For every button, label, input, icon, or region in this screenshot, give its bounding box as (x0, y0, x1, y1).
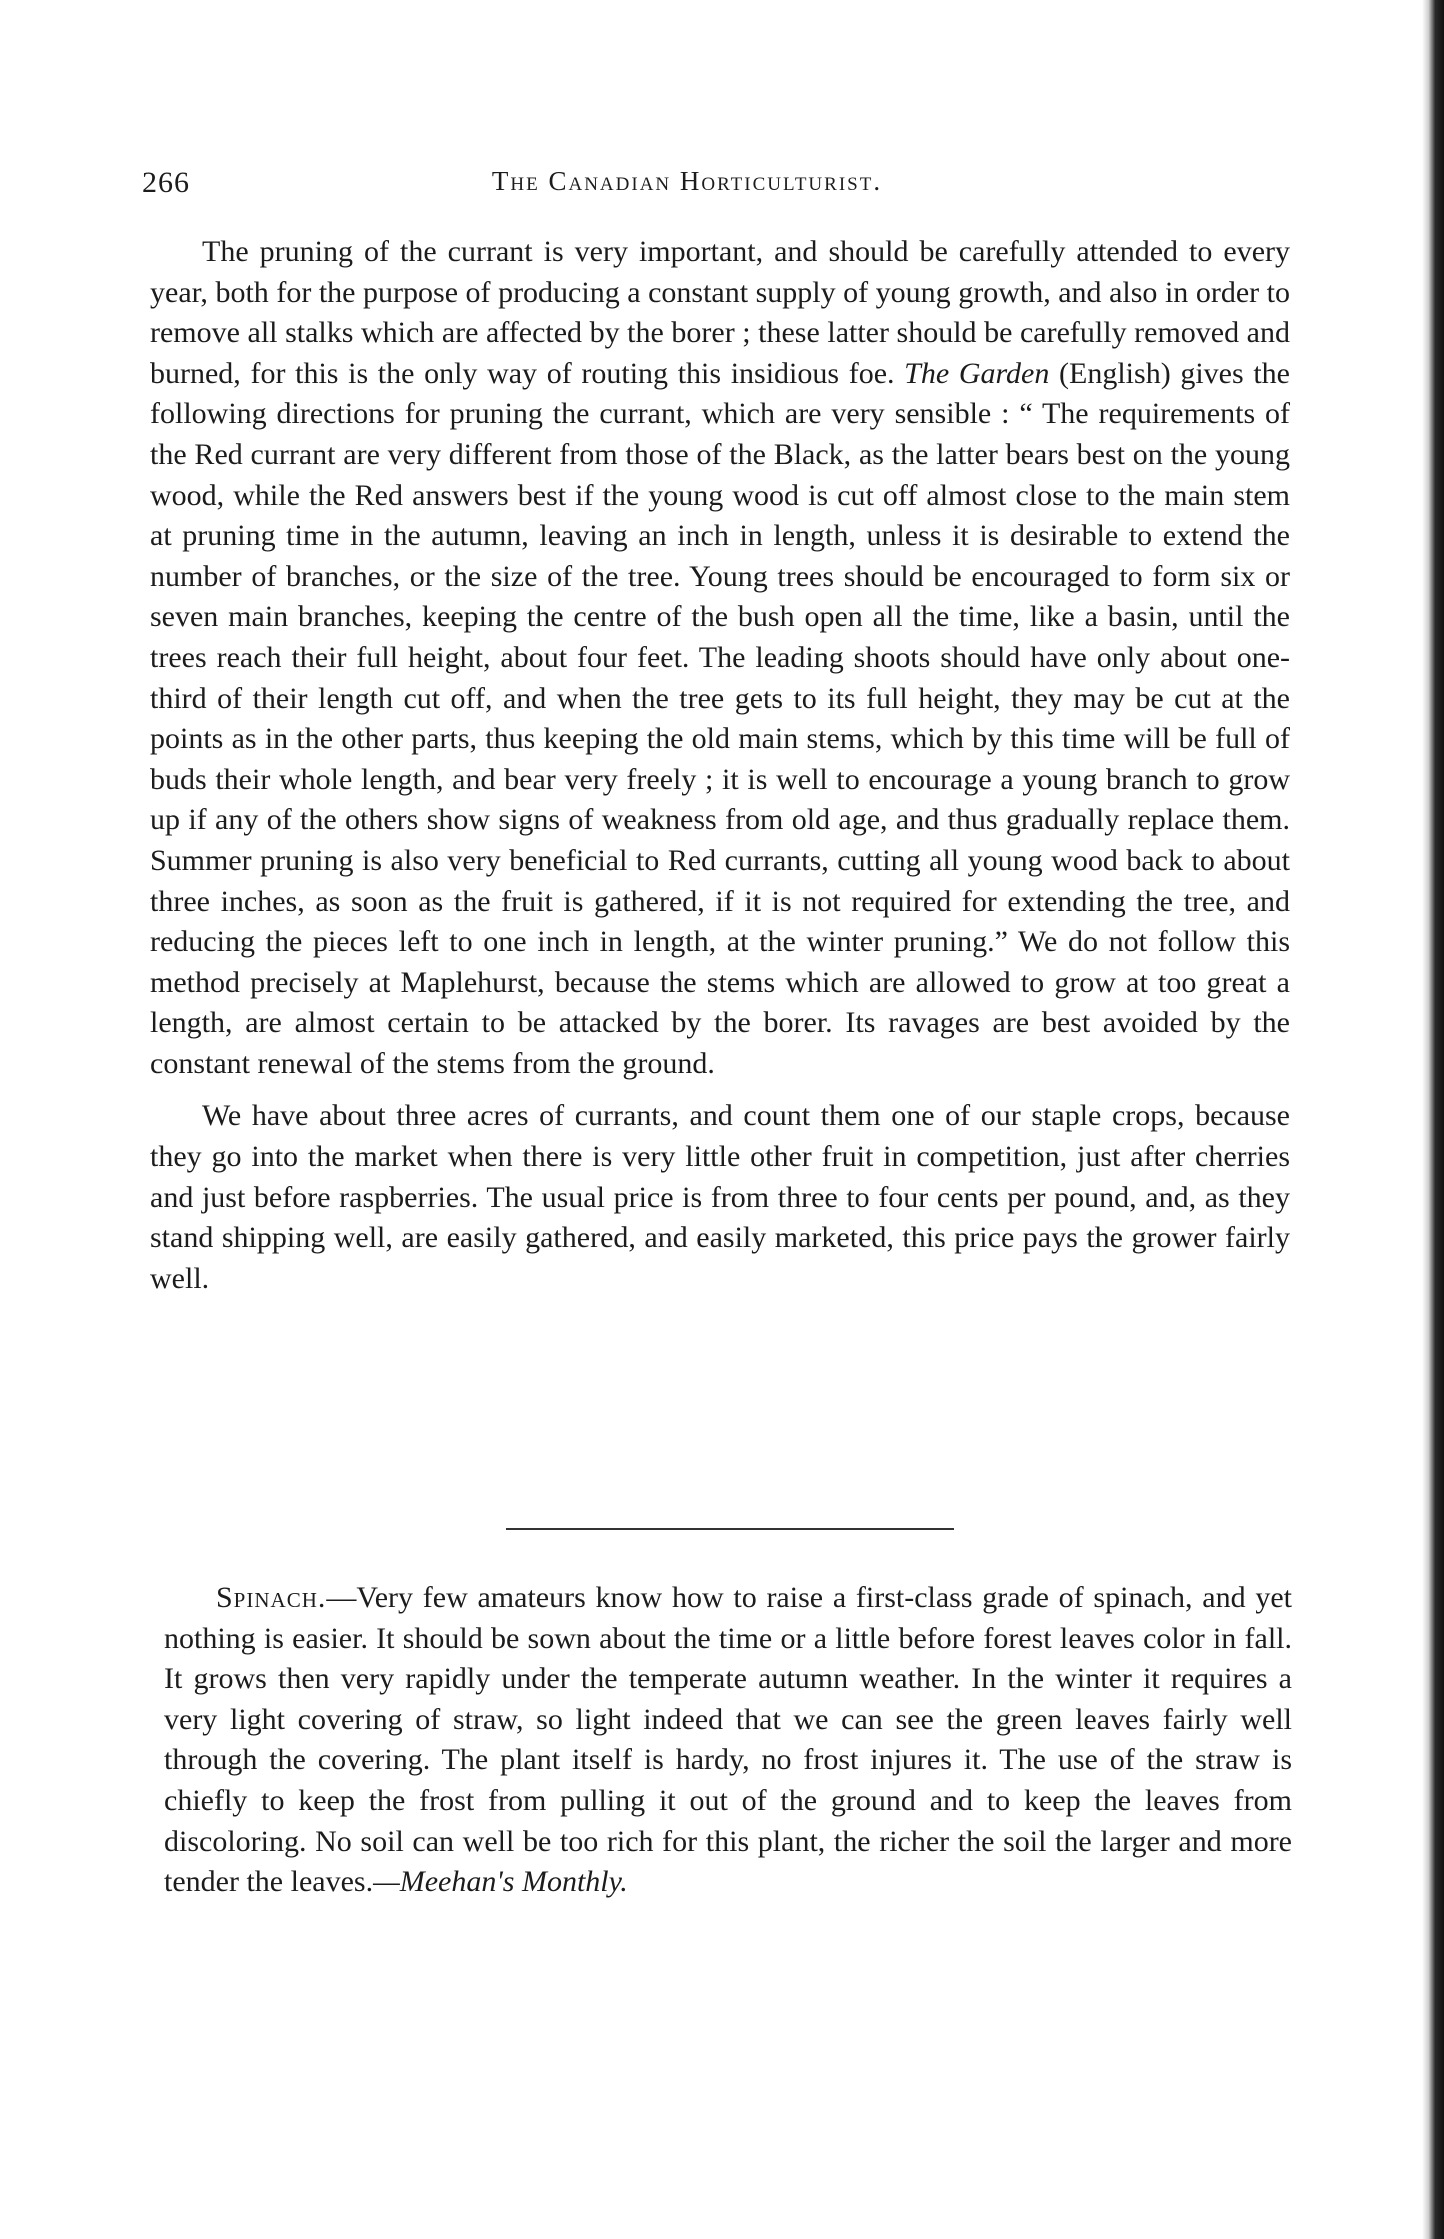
scan-edge-shadow (1422, 0, 1444, 2239)
spinach-paragraph (164, 1578, 1292, 1903)
section-divider (506, 1528, 954, 1530)
pruning-text-part-1: The pruning of the currant is very important, and should be carefully attended to every year, both for the purpose of producing a constant supply of young growth, and also in order to remove all stalks which are affected by the borer ; these latter should be carefully removed and burned, for this is the only way of routing this insidious foe. (150, 235, 1290, 390)
page-header (142, 166, 1272, 206)
pruning-text-part-2: (English) gives the following directions for pruning the currant, which are very sensible : “ The requirements of the Red currant are very different from those of the Black, as the latter bears best on the young wood, while the Red answers best if the young wood is cut off almost close to the main stem at pruning time in the autumn, leaving an inch in length, unless it is desirable to extend the number of branches, or the size of the tree. Young trees should be encouraged to form six or seven main branches, keeping the centre of the bush open all the time, like a basin, until the trees reach their full height, about four feet. The leading shoots should have only about one-third of their length cut off, and when the tree gets to its full height, they may be cut at the points as in the other parts, thus keeping the old main stems, which by this time will be full of buds their whole length, and bear very freely ; it is well to encourage a young branch to grow up if any of the others show signs of weakness from old age, and thus gradually replace them. Summer pruning is also very beneficial to Red currants, cutting all young wood back to about three inches, as soon as the fruit is gathered, if it is not required for extending the tree, and reducing the pieces left to one inch in length, at the winter pruning.” We do not follow this method precisely at Maplehurst, because the stems which are allowed to grow at too great a length, are almost certain to be attacked by the borer. Its ravages are best avoided by the constant renewal of the stems from the ground. (150, 356, 1290, 1080)
spinach-note (164, 1578, 1292, 1903)
article-paragraph-pruning (150, 232, 1290, 1084)
spinach-attribution: —Meehan's Monthly. (373, 1865, 628, 1899)
spinach-body: —Very few amateurs know how to raise a first-class grade of spinach, and yet nothing is easier. It should be sown about the time or a little before forest leaves color in fall. It grows then very rapidly under the temperate autumn weather. In the winter it requires a very light covering of straw, so light indeed that we can see the green leaves fairly well through the covering. The plant itself is hardy, no frost injures it. The use of the straw is chiefly to keep the frost from pulling it out of the ground and to keep the leaves from discoloring. No soil can well be too rich for this plant, the richer the soil the larger and more tender the leaves. (164, 1581, 1292, 1899)
source-title-the-garden: The Garden (904, 356, 1050, 390)
spinach-lead-word: Spinach. (216, 1581, 327, 1614)
running-title: The Canadian Horticulturist. (491, 166, 883, 196)
article-paragraph-acreage: We have about three acres of currants, and count them one of our staple crops, because they go into the market when there is very little other fruit in competition, just after cherries and just before raspberries. The usual price is from three to four cents per pound, and, as they stand shipping well, are easily gathered, and easily marketed, this price pays the grower fairly well. (150, 1099, 1290, 1295)
page-number: 266 (142, 166, 190, 199)
currant-article (150, 232, 1290, 1299)
